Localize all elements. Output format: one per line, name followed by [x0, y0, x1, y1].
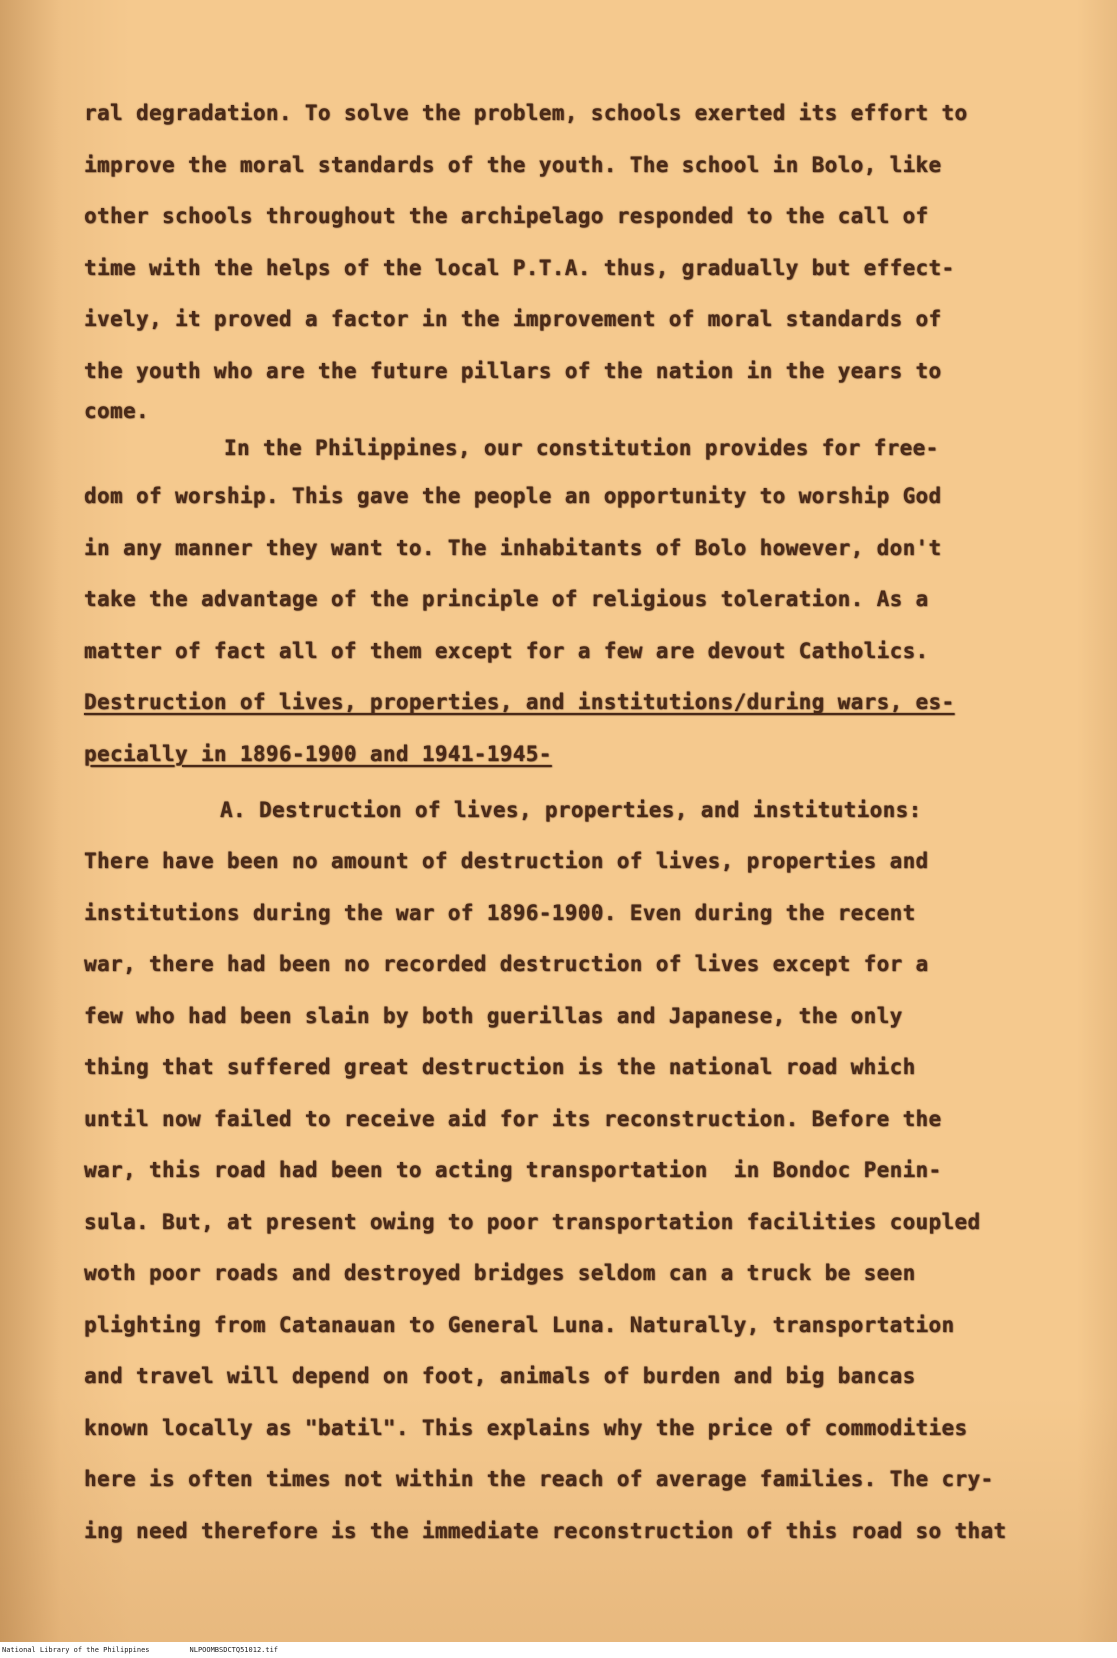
section-heading: Destruction of lives, properties, and institutions/during wars, es- — [84, 690, 955, 714]
text-line: There have been no amount of destruction of lives, properties and — [84, 849, 929, 873]
text-line: ral degradation. To solve the problem, schools exerted its effort to — [84, 101, 968, 125]
document-body — [84, 88, 1014, 1557]
text-line: war, this road had been to acting transportation in Bondoc Penin- — [84, 1158, 942, 1182]
text-line: institutions during the war of 1896-1900. Even during the recent — [84, 900, 916, 925]
text-line: improve the moral standards of the youth. The school in Bolo, like — [84, 152, 942, 177]
paragraph-start-line: In the Philippines, our constitution provides for free- — [224, 436, 939, 460]
section-heading: pecially in 1896-1900 and 1941-1945- — [84, 741, 552, 766]
text-line: war, there had been no recorded destruction of lives except for a — [84, 952, 929, 976]
text-line: ively, it proved a factor in the improvement of moral standards of — [84, 307, 942, 331]
text-line: matter of fact all of them except for a few are devout Catholics. — [84, 638, 929, 663]
file-id: NLPOOMBSDCTQ51012.tif — [189, 1646, 279, 1654]
text-line: until now failed to receive aid for its reconstruction. Before the — [84, 1106, 942, 1131]
text-line: other schools throughout the archipelago responded to the call of — [84, 204, 929, 228]
text-line: take the advantage of the principle of religious toleration. As a — [84, 587, 929, 611]
text-line: few who had been slain by both guerillas and Japanese, the only — [84, 1003, 903, 1028]
text-line: woth poor roads and destroyed bridges seldom can a truck be seen — [84, 1261, 916, 1285]
text-line: known locally as "batil". This explains why the price of commodities — [84, 1415, 968, 1440]
text-line: come. — [84, 399, 149, 423]
text-line: sula. But, at present owing to poor transportation facilities coupled — [84, 1209, 981, 1234]
text-line: time with the helps of the local P.T.A. thus, gradually but effect- — [84, 255, 955, 280]
text-line: plighting from Catanauan to General Luna. Naturally, transportation — [84, 1312, 955, 1337]
subsection-heading: A. Destruction of lives, properties, and institutions: — [220, 797, 922, 822]
text-line: and travel will depend on foot, animals of burden and big bancas — [84, 1364, 916, 1388]
text-line: dom of worship. This gave the people an opportunity to worship God — [84, 484, 942, 508]
text-line: the youth who are the future pillars of the nation in the years to — [84, 358, 942, 383]
text-line: ing need therefore is the immediate reconstruction of this road so that — [84, 1518, 1007, 1543]
library-credit: National Library of the Philippines — [2, 1646, 150, 1654]
text-line: thing that suffered great destruction is the national road which — [84, 1055, 916, 1079]
text-line: in any manner they want to. The inhabitants of Bolo however, don't — [84, 535, 942, 560]
text-line: here is often times not within the reach of average families. The cry- — [84, 1467, 994, 1491]
scan-footer — [0, 1642, 1117, 1658]
